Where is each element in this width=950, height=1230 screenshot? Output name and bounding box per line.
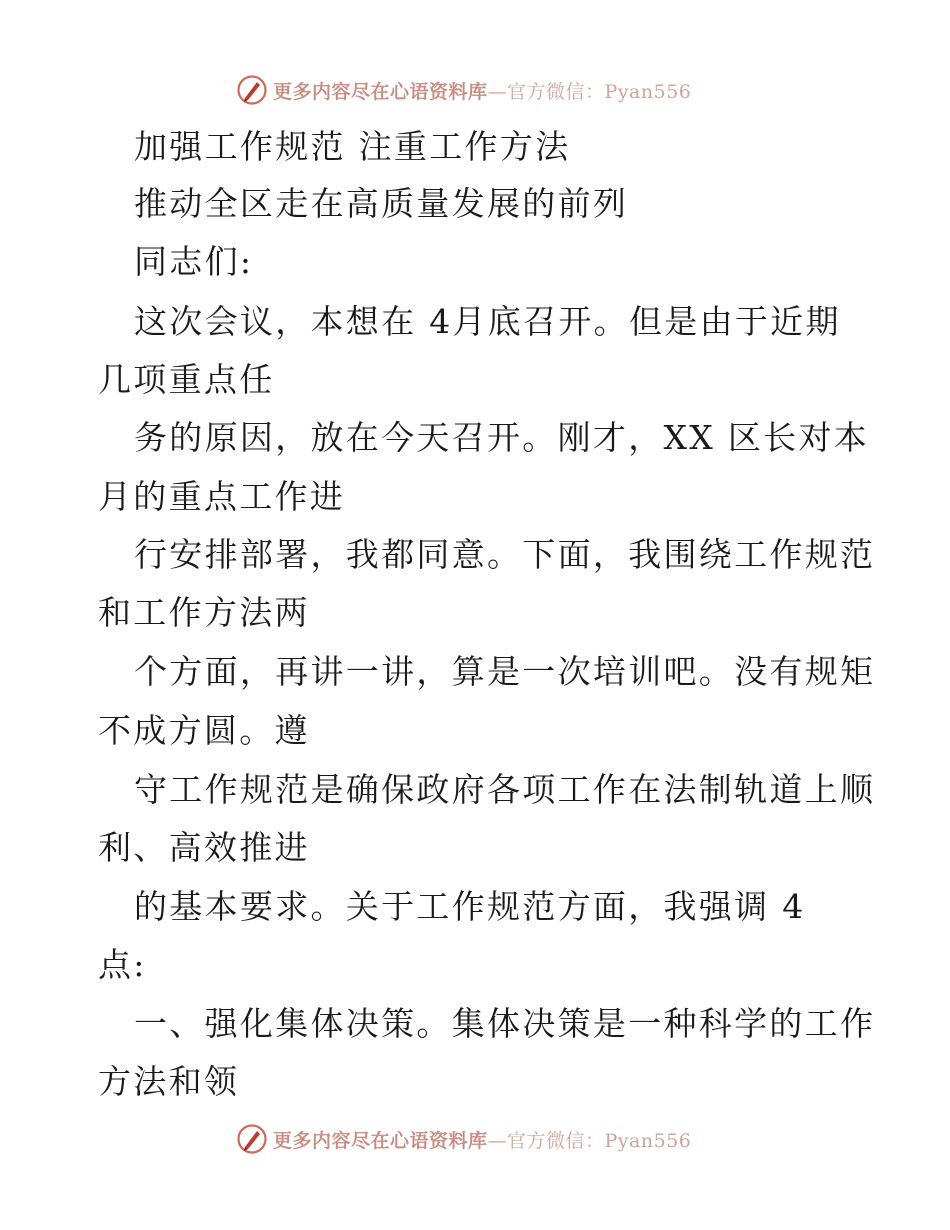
banner-wechat-id: Pyan556 bbox=[604, 80, 692, 103]
paragraph-line: 行安排部署，我都同意。下面，我围绕工作规范 bbox=[134, 535, 876, 574]
paragraph-line: 的基本要求。关于工作规范方面，我强调 4 bbox=[134, 887, 806, 926]
quill-logo-icon bbox=[236, 74, 268, 106]
paragraph-line: 个方面，再讲一讲，算是一次培训吧。没有规矩 bbox=[134, 652, 876, 691]
document-subtitle: 推动全区走在高质量发展的前列 bbox=[134, 184, 629, 223]
paragraph-line: 月的重点工作进 bbox=[98, 477, 346, 516]
paragraph-line: 守工作规范是确保政府各项工作在法制轨道上顺 bbox=[134, 770, 876, 809]
quill-logo-icon bbox=[236, 1123, 268, 1155]
header-banner bbox=[236, 72, 691, 108]
banner-dash: — bbox=[487, 80, 508, 103]
banner-wechat-label: 官方微信： bbox=[507, 1129, 605, 1152]
paragraph-line: 利、高效推进 bbox=[98, 828, 310, 867]
banner-site-text: 更多内容尽在心语资料库 bbox=[273, 80, 488, 103]
section-heading-line: 一、强化集体决策。集体决策是一种科学的工作 bbox=[134, 1004, 876, 1043]
paragraph-line: 这次会议，本想在 4月底召开。但是由于近期 bbox=[134, 302, 841, 341]
paragraph-line: 不成方圆。遵 bbox=[98, 711, 310, 750]
paragraph-line: 务的原因，放在今天召开。刚才，XX 区长对本 bbox=[134, 418, 870, 457]
salutation: 同志们: bbox=[134, 242, 254, 281]
banner-wechat-label: 官方微信： bbox=[507, 80, 605, 103]
banner-wechat-id: Pyan556 bbox=[604, 1129, 692, 1152]
paragraph-line: 和工作方法两 bbox=[98, 593, 310, 632]
footer-banner bbox=[236, 1121, 691, 1157]
paragraph-line: 点: bbox=[98, 945, 147, 984]
document-title: 加强工作规范 注重工作方法 bbox=[134, 127, 571, 166]
paragraph-line: 几项重点任 bbox=[98, 360, 275, 399]
banner-site-text: 更多内容尽在心语资料库 bbox=[273, 1129, 488, 1152]
paragraph-line: 方法和领 bbox=[98, 1062, 240, 1101]
banner-dash: — bbox=[487, 1129, 508, 1152]
